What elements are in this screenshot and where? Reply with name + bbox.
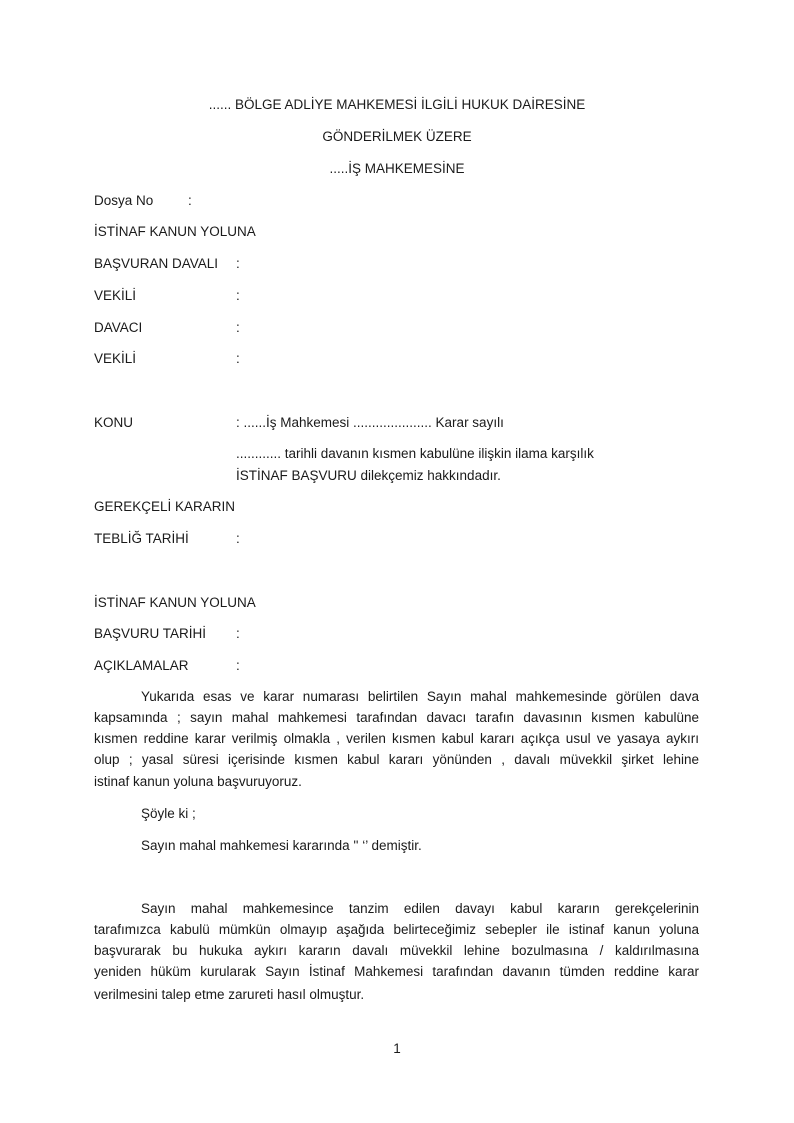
istinaf-heading-1: İSTİNAF KANUN YOLUNA (94, 224, 256, 239)
paragraph-2-line: verilmesini talep etme zarureti hasıl olmuştur. (94, 987, 365, 1002)
dosya-no-sep: : (188, 193, 192, 208)
konu-text-line2: ............ tarihli davanın kısmen kabulüne ilişkin ilama karşılık (236, 446, 594, 461)
dosya-no-row (94, 193, 192, 208)
header-court-line: ...... BÖLGE ADLİYE MAHKEMESİ İLGİLİ HUKUK DAİRESİNE (208, 97, 586, 112)
vekili-label-1: VEKİLİ (94, 288, 137, 303)
aciklamalar-sep: : (236, 658, 240, 673)
konu-row (94, 415, 504, 430)
paragraph-2-line: yeniden hüküm kurularak Sayın İstinaf Mahkemesi tarafından davanın tümden reddine karar (94, 964, 699, 979)
aciklamalar-row (94, 658, 240, 673)
gerekceli-karar-label: GEREKÇELİ KARARIN (94, 499, 236, 514)
basvuran-davali-row (94, 256, 240, 271)
vekili-sep-1: : (236, 288, 240, 303)
basvuran-davali-label: BAŞVURAN DAVALI (94, 256, 219, 271)
konu-text-line3: İSTİNAF BAŞVURU dilekçemiz hakkındadır. (236, 468, 501, 483)
page-number: 1 (393, 1041, 401, 1056)
davaci-label: DAVACI (94, 320, 143, 335)
paragraph-2-line: tarafımızca kabulü mümkün olmayıp aşağıda belirteceğimiz sebepler ile istinaf kanun yoluna (94, 922, 699, 937)
paragraph-1-line: olup ; yasal süresi içerisinde kısmen kabul kararı yönünden , davalı müvekkil şirket lehine (94, 752, 699, 767)
istinaf-heading-2: İSTİNAF KANUN YOLUNA (94, 595, 256, 610)
teblig-tarihi-label: TEBLİĞ TARİHİ (94, 531, 189, 546)
davaci-sep: : (236, 320, 240, 335)
paragraph-1-line: kapsamında ; sayın mahal mahkemesi tarafından davacı tarafın davasının kısmen kabulüne (94, 710, 699, 725)
vekili-row-2 (94, 351, 240, 366)
header-sending-line: GÖNDERİLMEK ÜZERE (322, 129, 472, 144)
vekili-sep-2: : (236, 351, 240, 366)
paragraph-1-line: istinaf kanun yoluna başvuruyoruz. (94, 774, 302, 789)
header-labor-court-line: .....İŞ MAHKEMESİNE (329, 161, 465, 176)
dosya-no-label: Dosya No (94, 193, 154, 208)
paragraph-1-line: kısmen reddine karar verilmiş olmakla , verilen kısmen kabul kararı açıkça usul ve yasaya aykırı (94, 731, 699, 746)
konu-text-line1: : ......İş Mahkemesi ..................... Karar sayılı (236, 415, 504, 430)
basvuru-tarihi-sep: : (236, 626, 240, 641)
konu-label: KONU (94, 415, 134, 430)
basvuran-davali-sep: : (236, 256, 240, 271)
basvuru-tarihi-label: BAŞVURU TARİHİ (94, 626, 207, 641)
basvuru-tarihi-row (94, 626, 240, 641)
soyle-ki-line: Şöyle ki ; (141, 806, 196, 821)
paragraph-1-line: Yukarıda esas ve karar numarası belirtilen Sayın mahal mahkemesinde görülen dava (141, 689, 699, 704)
vekili-label-2: VEKİLİ (94, 351, 137, 366)
paragraph-2-line: başvurarak bu hukuka aykırı kararın davalı müvekkil lehine bozulmasına / kaldırılmasına (94, 943, 699, 958)
vekili-row-1 (94, 288, 240, 303)
paragraph-2-line: Sayın mahal mahkemesince tanzim edilen davayı kabul kararın gerekçelerinin (141, 901, 699, 916)
teblig-tarihi-row (94, 531, 240, 546)
decision-quote-line: Sayın mahal mahkemesi kararında '' ‘’ demiştir. (141, 838, 422, 853)
aciklamalar-label: AÇIKLAMALAR (94, 658, 189, 673)
teblig-tarihi-sep: : (236, 531, 240, 546)
davaci-row (94, 320, 240, 335)
